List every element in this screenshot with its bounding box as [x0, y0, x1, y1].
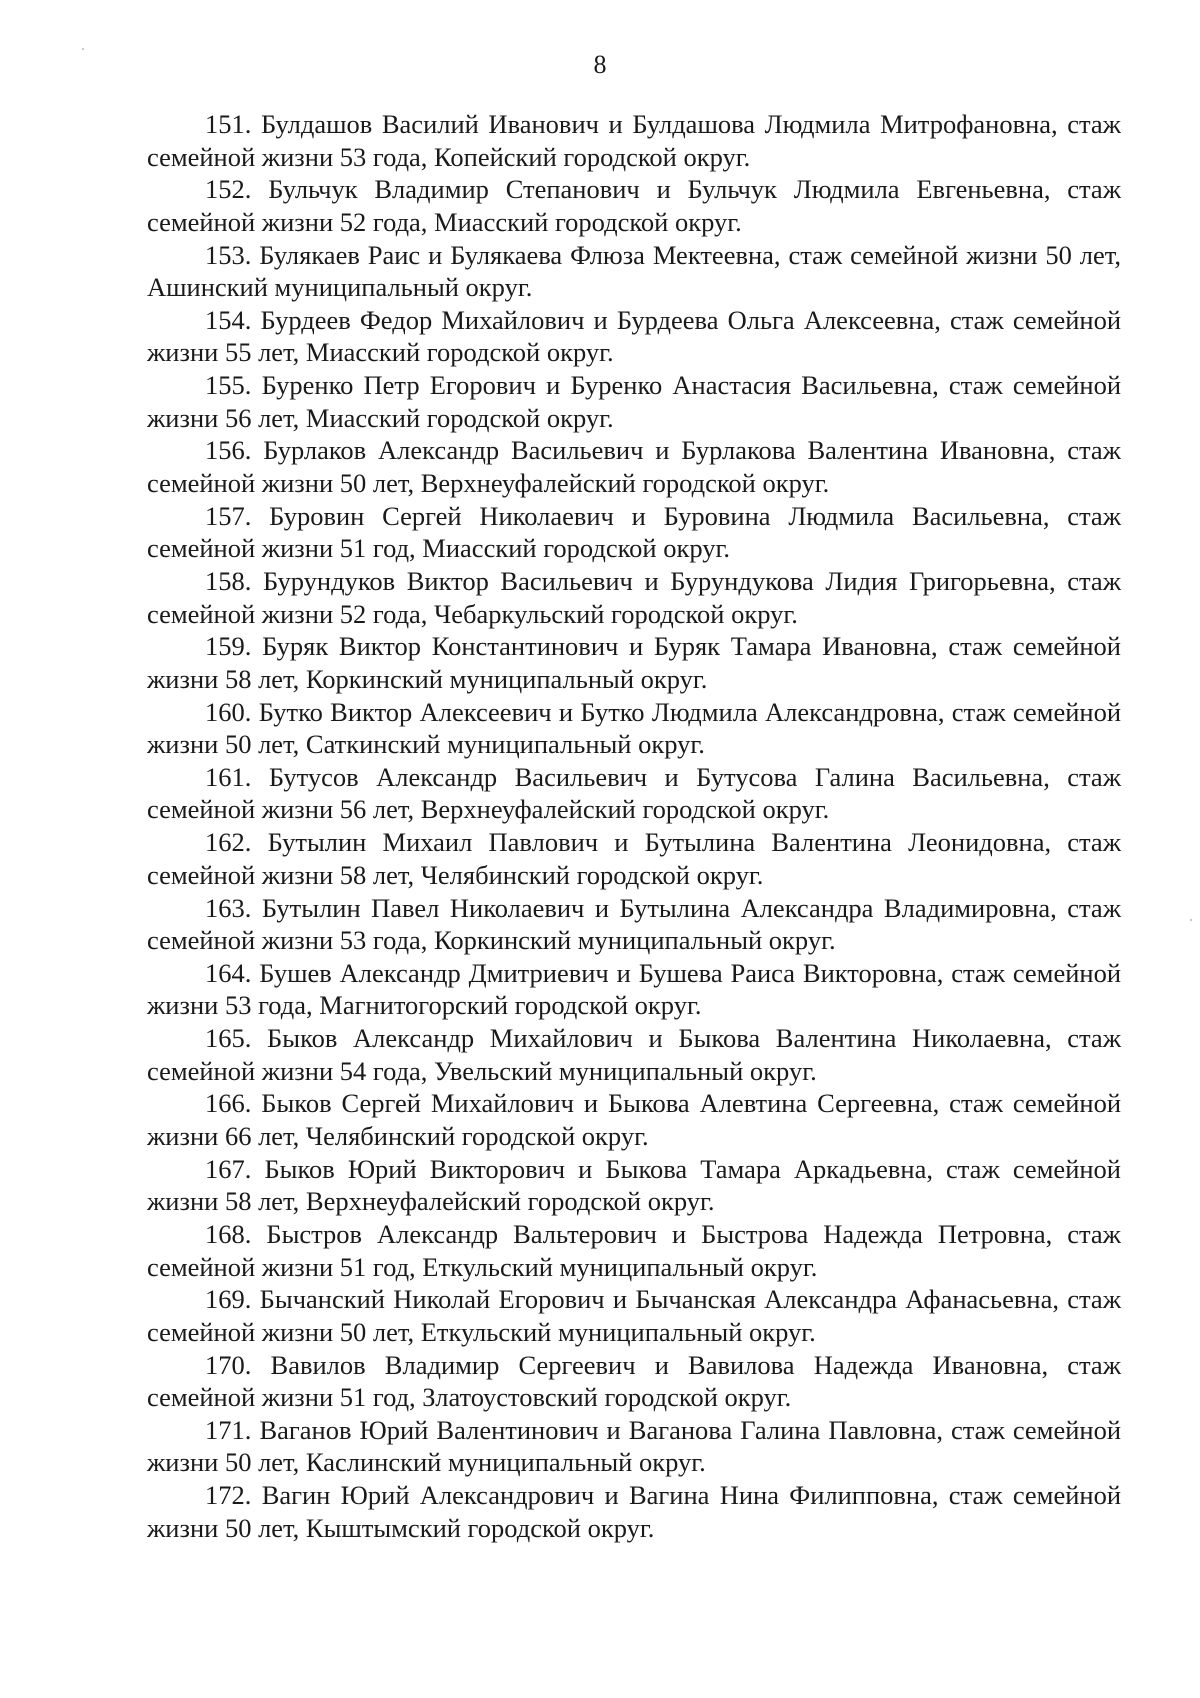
entry-list: [147, 108, 1121, 1545]
entry-text: Быков Александр Михайлович и Быкова Валентина Николаевна, стаж семейной жизни 54 года, Увельский муниципальный округ.: [147, 1023, 1122, 1086]
list-entry: [147, 434, 1121, 499]
entry-number: 165.: [205, 1023, 252, 1054]
list-entry: [147, 1218, 1121, 1283]
list-entry: [147, 1349, 1121, 1414]
entry-text: Бушев Александр Дмитриевич и Бушева Раиса Викторовна, стаж семейной жизни 53 года, Магнитогорский городской округ.: [147, 957, 1122, 1021]
entry-text: Бутко Виктор Алексеевич и Бутко Людмила Александровна, стаж семейной жизни 50 лет, Саткинский муниципальный округ.: [147, 696, 1122, 760]
entry-number: 168.: [205, 1219, 252, 1250]
page-number: 8: [593, 50, 607, 79]
entry-text: Быстров Александр Вальтерович и Быстрова Надежда Петровна, стаж семейной жизни 51 год, Еткульский муниципальный округ.: [147, 1219, 1121, 1282]
entry-text: Бутылин Павел Николаевич и Бутылина Александра Владимировна, стаж семейной жизни 53 года, Коркинский муниципальный округ.: [147, 892, 1122, 956]
entry-text: Бурлаков Александр Васильевич и Бурлакова Валентина Ивановна, стаж семейной жизни 50 лет, Верхнеуфалейский городской округ.: [147, 435, 1121, 498]
entry-number: 170.: [205, 1349, 252, 1380]
entry-number: 169.: [205, 1284, 252, 1315]
entry-number: 153.: [205, 239, 252, 270]
entry-text: Вагин Юрий Александрович и Вагина Нина Филипповна, стаж семейной жизни 50 лет, Кыштымский городской округ.: [147, 1480, 1122, 1543]
entry-number: 159.: [205, 631, 252, 662]
list-entry: [147, 108, 1121, 173]
entry-number: 160.: [205, 696, 252, 727]
entry-number: 157.: [205, 500, 252, 531]
list-entry: [147, 1479, 1121, 1544]
scan-speck: [1190, 919, 1192, 921]
entry-number: 166.: [205, 1088, 252, 1119]
entry-number: 167.: [205, 1153, 252, 1184]
entry-number: 164.: [205, 957, 252, 988]
entry-text: Ваганов Юрий Валентинович и Ваганова Галина Павловна, стаж семейной жизни 50 лет, Каслинский муниципальный округ.: [147, 1414, 1121, 1478]
list-entry: [147, 957, 1121, 1022]
list-entry: [147, 1414, 1121, 1479]
list-entry: [147, 304, 1121, 369]
entry-number: 152.: [205, 174, 252, 205]
entry-text: Бычанский Николай Егорович и Бычанская Александра Афанасьевна, стаж семейной жизни 50 лет, Еткульский муниципальный округ.: [147, 1284, 1122, 1347]
list-entry: [147, 173, 1121, 238]
list-entry: [147, 500, 1121, 565]
entry-number: 161.: [205, 761, 252, 792]
entry-text: Буренко Петр Егорович и Буренко Анастасия Васильевна, стаж семейной жизни 56 лет, Миасский городской округ.: [147, 370, 1122, 433]
entry-text: Бутылин Михаил Павлович и Бутылина Валентина Леонидовна, стаж семейной жизни 58 лет, Челябинский городской округ.: [147, 827, 1121, 890]
entry-number: 172.: [205, 1480, 252, 1511]
entry-text: Бурдеев Федор Михайлович и Бурдеева Ольга Алексеевна, стаж семейной жизни 55 лет, Миасский городской округ.: [147, 304, 1122, 368]
list-entry: [147, 369, 1121, 434]
list-entry: [147, 696, 1121, 761]
entry-number: 151.: [205, 109, 252, 139]
list-entry: [147, 239, 1121, 304]
entry-number: 158.: [205, 566, 252, 597]
list-entry: [147, 1022, 1121, 1087]
list-entry: [147, 826, 1121, 891]
entry-text: Быков Сергей Михайлович и Быкова Алевтина Сергеевна, стаж семейной жизни 66 лет, Челябинский городской округ.: [147, 1088, 1121, 1151]
list-entry: [147, 630, 1121, 695]
list-entry: [147, 565, 1121, 630]
entry-text: Бульчук Владимир Степанович и Бульчук Людмила Евгеньевна, стаж семейной жизни 52 года, Миасский городской округ.: [147, 174, 1121, 237]
entry-number: 163.: [205, 892, 252, 923]
entry-text: Булдашов Василий Иванович и Булдашова Людмила Митрофановна, стаж семейной жизни 53 года, Копейский городской округ.: [147, 109, 1121, 172]
entry-number: 156.: [205, 435, 252, 466]
entry-text: Вавилов Владимир Сергеевич и Вавилова Надежда Ивановна, стаж семейной жизни 51 год, Златоустовский городской округ.: [147, 1349, 1122, 1413]
entry-number: 154.: [205, 304, 252, 335]
entry-number: 171.: [205, 1414, 252, 1445]
entry-number: 155.: [205, 370, 252, 401]
entry-text: Бутусов Александр Васильевич и Бутусова Галина Васильевна, стаж семейной жизни 56 лет, Верхнеуфалейский городской округ.: [147, 761, 1122, 825]
list-entry: [147, 761, 1121, 826]
list-entry: [147, 1283, 1121, 1348]
list-entry: [147, 1153, 1121, 1218]
entry-text: Булякаев Раис и Булякаева Флюза Мектеевна, стаж семейной жизни 50 лет, Ашинский муниципальный округ.: [147, 239, 1121, 303]
list-entry: [147, 892, 1121, 957]
entry-text: Буряк Виктор Константинович и Буряк Тамара Ивановна, стаж семейной жизни 58 лет, Коркинский муниципальный округ.: [147, 631, 1121, 694]
list-entry: [147, 1087, 1121, 1152]
entry-text: Бурундуков Виктор Васильевич и Бурундукова Лидия Григорьевна, стаж семейной жизни 52 года, Чебаркульский городской округ.: [147, 566, 1122, 629]
entry-text: Буровин Сергей Николаевич и Буровина Людмила Васильевна, стаж семейной жизни 51 год, Миасский городской округ.: [147, 500, 1122, 564]
entry-number: 162.: [205, 827, 252, 858]
entry-text: Быков Юрий Викторович и Быкова Тамара Аркадьевна, стаж семейной жизни 58 лет, Верхнеуфалейский городской округ.: [147, 1153, 1121, 1217]
